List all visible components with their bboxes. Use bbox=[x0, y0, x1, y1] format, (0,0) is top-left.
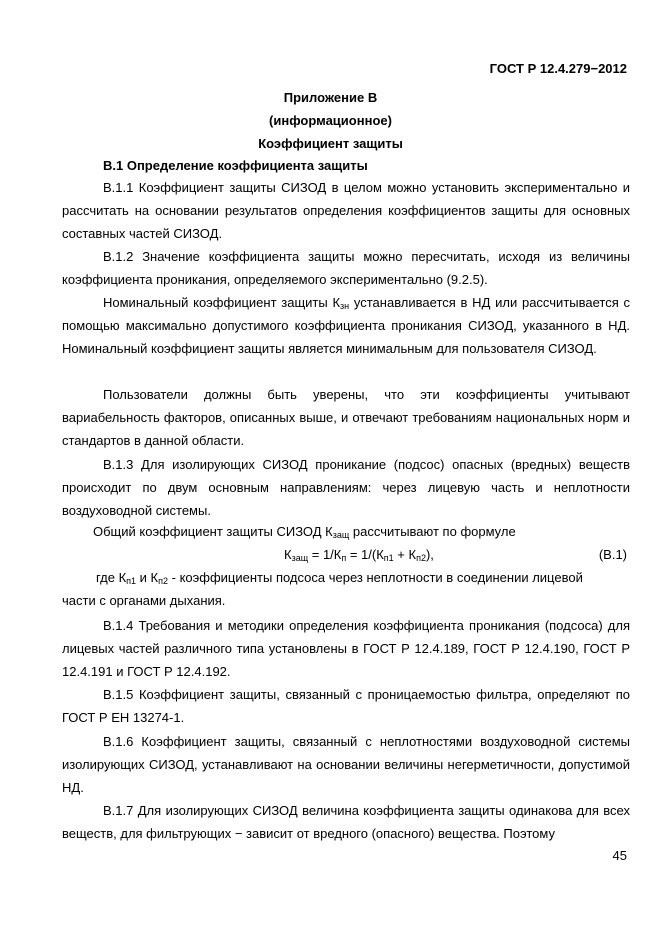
subscript: зн bbox=[340, 301, 350, 311]
paragraph-b13: В.1.3 Для изолирующих СИЗОД проникание (подсос) опасных (вредных) веществ происходит по двум основным направлениям: через лицевую часть и неплотности воздуховодной системы. bbox=[62, 457, 630, 519]
formula-where bbox=[96, 570, 583, 585]
subscript: защ bbox=[332, 530, 350, 540]
document-id: ГОСТ Р 12.4.279−2012 bbox=[489, 61, 627, 76]
formula-number: (В.1) bbox=[598, 547, 627, 562]
section-title: В.1 Определение коэффициента защиты bbox=[103, 158, 368, 173]
formula-part: + К bbox=[393, 547, 417, 562]
where-text: - коэффициенты подсоса через неплотности в соединении лицевой bbox=[168, 570, 583, 585]
paragraph-b15: В.1.5 Коэффициент защиты, связанный с проницаемостью фильтра, определяют по ГОСТ Р ЕН 13274-1. bbox=[62, 687, 630, 726]
paragraph-users: Пользователи должны быть уверены, что эти коэффициенты учитывают вариабельность факторов, описанных выше, и отвечают требованиям национальных норм и стандартов в данной области. bbox=[62, 387, 630, 449]
paragraph-text: устанавливается в НД или рассчитывается с помощью максимально допустимого коэффициента проникания СИЗОД, указанного в НД. Номинальный коэффициент защиты является минимальным для пользователя СИЗОД. bbox=[62, 295, 630, 357]
formula bbox=[284, 547, 434, 562]
subscript: защ bbox=[291, 553, 309, 563]
subscript: п1 bbox=[126, 576, 137, 586]
subscript: п1 bbox=[383, 553, 394, 563]
formula-intro bbox=[93, 524, 516, 539]
formula-part: = 1/(К bbox=[346, 547, 384, 562]
subscript: п bbox=[341, 553, 347, 563]
paragraph-text: Номинальный коэффициент защиты К bbox=[103, 295, 341, 310]
paragraph-b17: В.1.7 Для изолирующих СИЗОД величина коэффициента защиты одинакова для всех веществ, для фильтрующих − зависит от вредного (опасного) вещества. Поэтому bbox=[62, 803, 630, 842]
subscript: п2 bbox=[158, 576, 169, 586]
paragraph-b11: В.1.1 Коэффициент защиты СИЗОД в целом можно установить экспериментально и рассчитать на основании результатов определения коэффициентов защиты для основных составных частей СИЗОД. bbox=[62, 180, 630, 242]
formula-intro-text: рассчитывают по формуле bbox=[349, 524, 516, 539]
formula-part: = 1/К bbox=[308, 547, 342, 562]
subscript: п2 bbox=[416, 553, 426, 563]
paragraph-nominal-coefficient bbox=[62, 291, 630, 361]
appendix-subtitle: (информационное) bbox=[269, 113, 392, 128]
paragraph-b14: В.1.4 Требования и методики определения коэффициента проникания (подсоса) для лицевых частей различного типа установлены в ГОСТ Р 12.4.189, ГОСТ Р 12.4.190, ГОСТ Р 12.4.191 и ГОСТ Р 12.4.192. bbox=[62, 618, 630, 680]
where-text: где К bbox=[96, 570, 127, 585]
formula-where-continued: части с органами дыхания. bbox=[62, 593, 226, 608]
page-number: 45 bbox=[612, 848, 627, 863]
formula-part: ), bbox=[425, 547, 434, 562]
paragraph-b12: В.1.2 Значение коэффициента защиты можно пересчитать, исходя из величины коэффициента проникания, определяемого экспериментально (9.2.5). bbox=[62, 249, 630, 288]
formula-part: К bbox=[284, 547, 292, 562]
where-text: и К bbox=[136, 570, 159, 585]
paragraph-b16: В.1.6 Коэффициент защиты, связанный с неплотностями воздуховодной системы изолирующих СИЗОД, устанавливают на основании величины негерметичности, допустимой НД. bbox=[62, 734, 630, 796]
appendix-heading: Коэффициент защиты bbox=[258, 136, 403, 151]
appendix-title: Приложение В bbox=[283, 90, 378, 105]
formula-intro-text: Общий коэффициент защиты СИЗОД К bbox=[93, 524, 333, 539]
